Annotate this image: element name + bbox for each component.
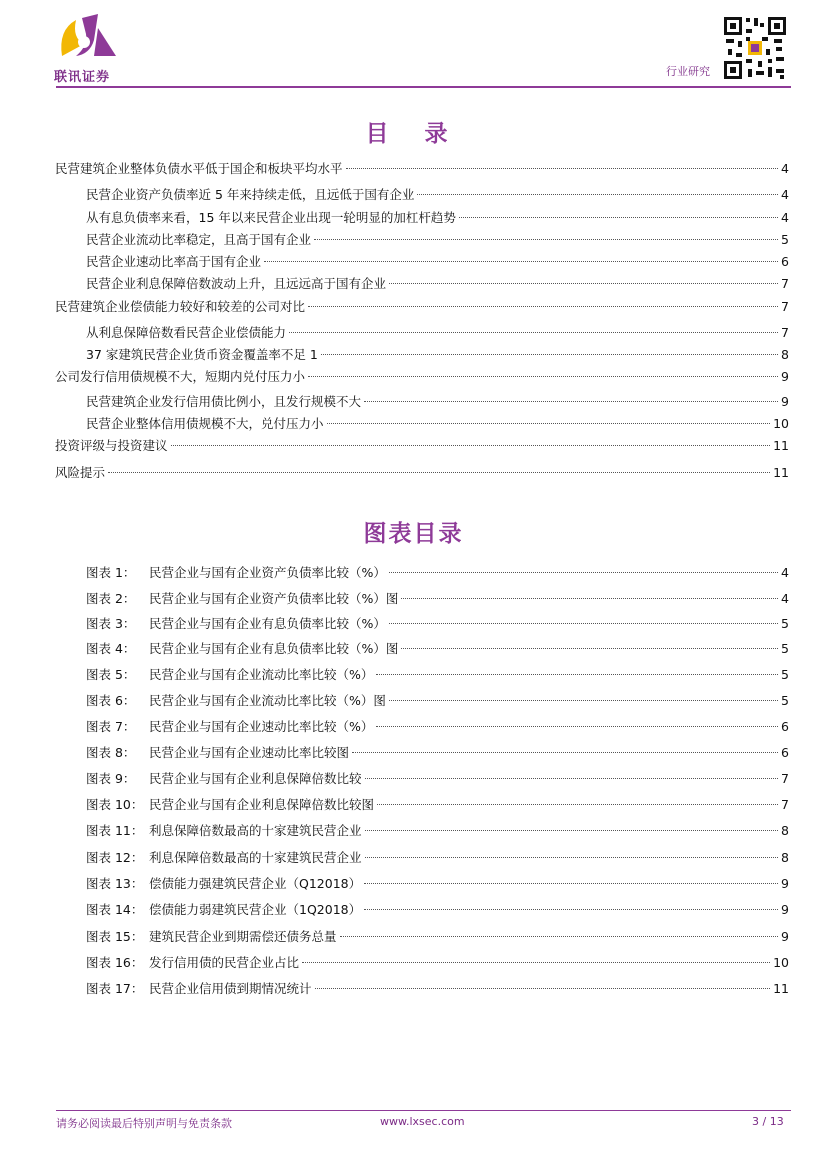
- toc-entry[interactable]: [86, 186, 789, 204]
- toc-entry-label: 公司发行信用债规模不大，短期内兑付压力小: [55, 369, 306, 384]
- dot-leader: [264, 261, 778, 262]
- figure-number: 图表 10：: [86, 797, 144, 812]
- dot-leader: [376, 674, 778, 675]
- figure-label: 民营企业与国有企业利息保障倍数比较: [149, 771, 362, 786]
- figure-number: 图表 14：: [86, 902, 144, 917]
- figure-label: 民营企业与国有企业利息保障倍数比较图: [149, 797, 375, 812]
- figure-page: 9: [781, 876, 789, 891]
- toc-entry-label: 民营企业整体信用债规模不大，兑付压力小: [86, 416, 324, 431]
- toc-entry[interactable]: [86, 324, 789, 342]
- figure-label: 民营企业与国有企业速动比率比较（%）: [149, 719, 374, 734]
- figure-entry[interactable]: [86, 718, 789, 736]
- figure-number: 图表 9：: [86, 771, 136, 786]
- dot-leader: [365, 778, 779, 779]
- dot-leader: [315, 988, 771, 989]
- figure-number: 图表 17：: [86, 981, 144, 996]
- figure-number: 图表 13：: [86, 876, 144, 891]
- toc-title: 目 录: [365, 121, 462, 147]
- figure-page: 8: [781, 850, 789, 865]
- dot-leader: [302, 962, 770, 963]
- figure-number: 图表 2：: [86, 591, 136, 606]
- figure-entry[interactable]: [86, 615, 789, 633]
- figure-entry[interactable]: [86, 640, 789, 658]
- toc-entry-page: 9: [781, 394, 789, 409]
- dot-leader: [340, 936, 779, 937]
- toc-entry[interactable]: [55, 464, 789, 482]
- figure-page: 5: [781, 667, 789, 682]
- toc-entry-page: 10: [773, 416, 789, 431]
- figure-entry[interactable]: [86, 849, 789, 867]
- toc-entry[interactable]: [86, 275, 789, 293]
- toc-entry-label: 风险提示: [55, 465, 106, 480]
- toc-entry-label: 民营企业利息保障倍数波动上升，且远远高于国有企业: [86, 276, 387, 291]
- figure-entry[interactable]: [86, 590, 789, 608]
- figure-label: 民营企业与国有企业流动比率比较（%）: [149, 667, 374, 682]
- dot-leader: [376, 726, 778, 727]
- dot-leader: [365, 857, 779, 858]
- figure-number: 图表 11：: [86, 823, 144, 838]
- dot-leader: [308, 376, 778, 377]
- figure-list-title: 图表目录: [363, 521, 464, 547]
- figure-entry[interactable]: [86, 901, 789, 919]
- toc-entry[interactable]: [86, 346, 789, 364]
- toc-entry[interactable]: [86, 253, 789, 271]
- figure-entry[interactable]: [86, 692, 789, 710]
- header-divider: [56, 86, 791, 88]
- figure-page: 6: [781, 719, 789, 734]
- toc-entry[interactable]: [86, 393, 789, 411]
- figure-label: 利息保障倍数最高的十家建筑民营企业: [149, 823, 362, 838]
- qr-code-icon: [722, 15, 788, 81]
- figure-label: 民营企业信用债到期情况统计: [149, 981, 312, 996]
- dot-leader: [389, 623, 778, 624]
- dot-leader: [389, 700, 778, 701]
- dot-leader: [108, 472, 770, 473]
- figure-number: 图表 6：: [86, 693, 136, 708]
- figure-label: 民营企业与国有企业资产负债率比较（%）图: [149, 591, 399, 606]
- toc-entry-label: 民营建筑企业偿债能力较好和较差的公司对比: [55, 299, 306, 314]
- figure-page: 5: [781, 616, 789, 631]
- website-link[interactable]: www.lxsec.com: [380, 1115, 465, 1128]
- toc-entry[interactable]: [86, 415, 789, 433]
- figure-number: 图表 12：: [86, 850, 144, 865]
- report-category: 行业研究: [666, 65, 710, 78]
- figure-entry[interactable]: [86, 875, 789, 893]
- toc-entry-page: 4: [781, 210, 789, 225]
- figure-label: 发行信用债的民营企业占比: [149, 955, 300, 970]
- figure-page: 5: [781, 641, 789, 656]
- dot-leader: [459, 217, 778, 218]
- figure-page: 10: [773, 955, 789, 970]
- toc-entry-page: 11: [773, 438, 789, 453]
- figure-entry[interactable]: [86, 980, 789, 998]
- toc-entry-label: 民营企业流动比率稳定，且高于国有企业: [86, 232, 312, 247]
- dot-leader: [364, 401, 778, 402]
- figure-label: 偿债能力强建筑民营企业（Q12018）: [149, 876, 362, 891]
- figure-number: 图表 3：: [86, 616, 136, 631]
- figure-page: 7: [781, 771, 789, 786]
- toc-entry-page: 4: [781, 187, 789, 202]
- logo-text: 联讯证券: [54, 70, 111, 85]
- toc-entry[interactable]: [55, 298, 789, 316]
- figure-label: 民营企业与国有企业有息负债率比较（%）图: [149, 641, 399, 656]
- dot-leader: [417, 194, 778, 195]
- figure-label: 建筑民营企业到期需偿还债务总量: [149, 929, 337, 944]
- dot-leader: [346, 168, 779, 169]
- company-logo: [52, 10, 132, 86]
- toc-entry-page: 5: [781, 232, 789, 247]
- logo-mark-icon: [54, 10, 124, 66]
- toc-entry-label: 从利息保障倍数看民营企业偿债能力: [86, 325, 287, 340]
- toc-entry-page: 4: [781, 161, 789, 176]
- figure-label: 民营企业与国有企业资产负债率比较（%）: [149, 565, 386, 580]
- dot-leader: [401, 598, 778, 599]
- dot-leader: [377, 804, 778, 805]
- page-header: [0, 0, 827, 92]
- toc-entry[interactable]: [55, 160, 789, 178]
- toc-entry-page: 11: [773, 465, 789, 480]
- figure-entry[interactable]: [86, 770, 789, 788]
- figure-label: 利息保障倍数最高的十家建筑民营企业: [149, 850, 362, 865]
- toc-entry-label: 投资评级与投资建议: [55, 438, 168, 453]
- toc-entry[interactable]: [55, 368, 789, 386]
- toc-entry-label: 从有息负债率来看，15 年以来民营企业出现一轮明显的加杠杆趋势: [86, 210, 456, 225]
- dot-leader: [401, 648, 778, 649]
- toc-entry-page: 7: [781, 299, 789, 314]
- toc-entry-page: 8: [781, 347, 789, 362]
- figure-entry[interactable]: [86, 744, 789, 762]
- dot-leader: [389, 572, 778, 573]
- figure-page: 8: [781, 823, 789, 838]
- dot-leader: [389, 283, 778, 284]
- toc-entry-page: 9: [781, 369, 789, 384]
- figure-page: 5: [781, 693, 789, 708]
- figure-label: 民营企业与国有企业速动比率比较图: [149, 745, 350, 760]
- toc-entry-page: 6: [781, 254, 789, 269]
- figure-number: 图表 15：: [86, 929, 144, 944]
- dot-leader: [171, 445, 771, 446]
- figure-label: 民营企业与国有企业流动比率比较（%）图: [149, 693, 386, 708]
- figure-number: 图表 1：: [86, 565, 136, 580]
- toc-entry[interactable]: [86, 209, 789, 227]
- figure-entry[interactable]: [86, 796, 789, 814]
- figure-entry[interactable]: [86, 822, 789, 840]
- figure-entry[interactable]: [86, 954, 789, 972]
- figure-entry[interactable]: [86, 666, 789, 684]
- figure-page: 9: [781, 929, 789, 944]
- figure-page: 7: [781, 797, 789, 812]
- figure-label: 偿债能力弱建筑民营企业（1Q2018）: [149, 902, 362, 917]
- dot-leader: [314, 239, 778, 240]
- toc-entry-page: 7: [781, 325, 789, 340]
- footer-divider: [56, 1110, 791, 1111]
- figure-label: 民营企业与国有企业有息负债率比较（%）: [149, 616, 386, 631]
- dot-leader: [352, 752, 778, 753]
- figure-number: 图表 7：: [86, 719, 136, 734]
- figure-number: 图表 5：: [86, 667, 136, 682]
- dot-leader: [321, 354, 778, 355]
- dot-leader: [364, 883, 778, 884]
- figure-entry[interactable]: [86, 928, 789, 946]
- toc-entry-label: 民营企业资产负债率近 5 年来持续走低，且远低于国有企业: [86, 187, 415, 202]
- figure-page: 11: [773, 981, 789, 996]
- dot-leader: [365, 830, 779, 831]
- figure-page: 4: [781, 591, 789, 606]
- figure-entry[interactable]: [86, 564, 789, 582]
- toc-entry-label: 37 家建筑民营企业货币资金覆盖率不足 1: [86, 347, 318, 362]
- toc-entry-page: 7: [781, 276, 789, 291]
- figure-number: 图表 8：: [86, 745, 136, 760]
- figure-page: 4: [781, 565, 789, 580]
- dot-leader: [364, 909, 778, 910]
- dot-leader: [327, 423, 771, 424]
- figure-page: 6: [781, 745, 789, 760]
- toc-entry-label: 民营建筑企业发行信用债比例小，且发行规模不大: [86, 394, 362, 409]
- toc-entry-label: 民营建筑企业整体负债水平低于国企和板块平均水平: [55, 161, 343, 176]
- toc-entry-label: 民营企业速动比率高于国有企业: [86, 254, 262, 269]
- toc-entry[interactable]: [55, 437, 789, 455]
- figure-page: 9: [781, 902, 789, 917]
- page-number: 3 / 13: [752, 1115, 784, 1128]
- dot-leader: [289, 332, 778, 333]
- dot-leader: [308, 306, 778, 307]
- toc-entry[interactable]: [86, 231, 789, 249]
- disclaimer-link[interactable]: 请务必阅读最后特别声明与免责条款: [56, 1117, 232, 1130]
- figure-number: 图表 16：: [86, 955, 144, 970]
- figure-number: 图表 4：: [86, 641, 136, 656]
